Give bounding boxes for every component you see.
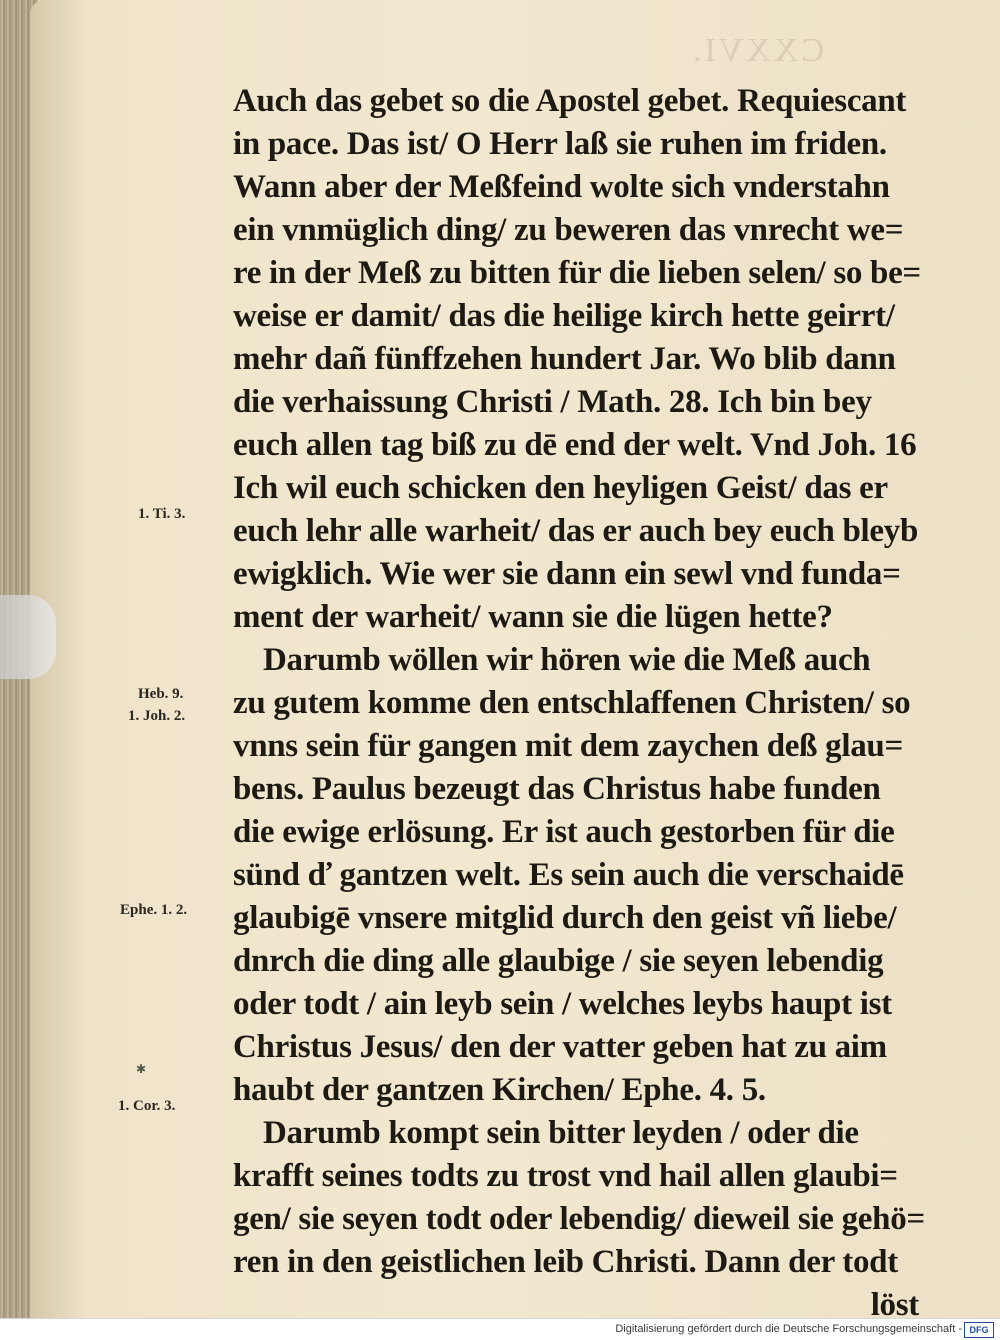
text-line: euch allen tag biß zu dē end der welt. Vnd Joh. 16 [233,427,917,463]
text-line: zu gutem komme den entschlaffenen Christen/ so [233,685,911,721]
text-line: bens. Paulus bezeugt das Christus habe funden [233,771,881,807]
text-line: Auch das gebet so die Apostel gebet. Requiescant [233,83,907,119]
text-line: Ich wil euch schicken den heyligen Geist/ das er [233,470,888,506]
margin-note: Ephe. 1. 2. [120,902,188,918]
margin-note: 1. Cor. 3. [118,1098,176,1114]
text-line: glaubigē vnsere mitglid durch den geist vñ liebe/ [233,900,897,936]
text-line: Christus Jesus/ den der vatter geben hat zu aim [233,1029,887,1065]
text-line: re in der Meß zu bitten für die lieben selen/ so be= [233,255,921,291]
text-line: vnns sein für gangen mit dem zaychen deß glau= [233,728,903,764]
dfg-logo: DFG [964,1322,994,1338]
text-line: Darumb kompt sein bitter leyden / oder die [263,1115,859,1151]
body-text [233,80,941,1318]
catchword: löst [870,1287,919,1318]
page-clip [0,595,56,679]
text-line: Darumb wöllen wir hören wie die Meß auch [263,642,871,678]
text-line: ren in den geistlichen leib Christi. Dann der todt [233,1244,898,1280]
text-line: in pace. Das ist/ O Herr laß sie ruhen im friden. [233,126,887,162]
text-line: sünd ď gantzen welt. Es sein auch die verschaidē [233,857,904,893]
footer-credit: Digitalisierung gefördert durch die Deutsche Forschungsgemeinschaft - [615,1323,962,1335]
text-line: weise er damit/ das die heilige kirch hette geirrt/ [233,298,895,334]
text-line: oder todt / ain leyb sein / welches leybs haupt ist [233,986,892,1022]
text-line: die ewige erlösung. Er ist auch gestorben für die [233,814,895,850]
ink-speck: ✱ [136,1062,147,1076]
text-line: krafft seines todts zu trost vnd hail allen glaubi= [233,1158,898,1194]
text-line: ment der warheit/ wann sie die lügen hette? [233,599,833,635]
footer-bar [0,1318,1000,1340]
margin-note: Heb. 9. [138,686,184,702]
text-line: euch lehr alle warheit/ das er auch bey euch bleyb [233,513,919,549]
text-line: mehr dañ fünffzehen hundert Jar. Wo blib dann [233,341,896,377]
text-line: haubt der gantzen Kirchen/ Ephe. 4. 5. [233,1072,766,1108]
text-line: ewigklich. Wie wer sie dann ein sewl vnd funda= [233,556,901,592]
text-line: gen/ sie seyen todt oder lebendig/ dieweil sie gehö= [233,1201,925,1237]
margin-note: 1. Joh. 2. [128,708,186,724]
text-line: dnrch die ding alle glaubige / sie seyen lebendig [233,943,884,979]
text-line: ein vnmüglich ding/ zu beweren das vnrecht we= [233,212,904,248]
text-line: die verhaissung Christi / Math. 28. Ich bin bey [233,384,872,420]
bleed-through-header: CXXVI. [690,32,825,69]
text-line: Wann aber der Meßfeind wolte sich vnderstahn [233,169,890,205]
margin-note: 1. Ti. 3. [138,506,186,522]
